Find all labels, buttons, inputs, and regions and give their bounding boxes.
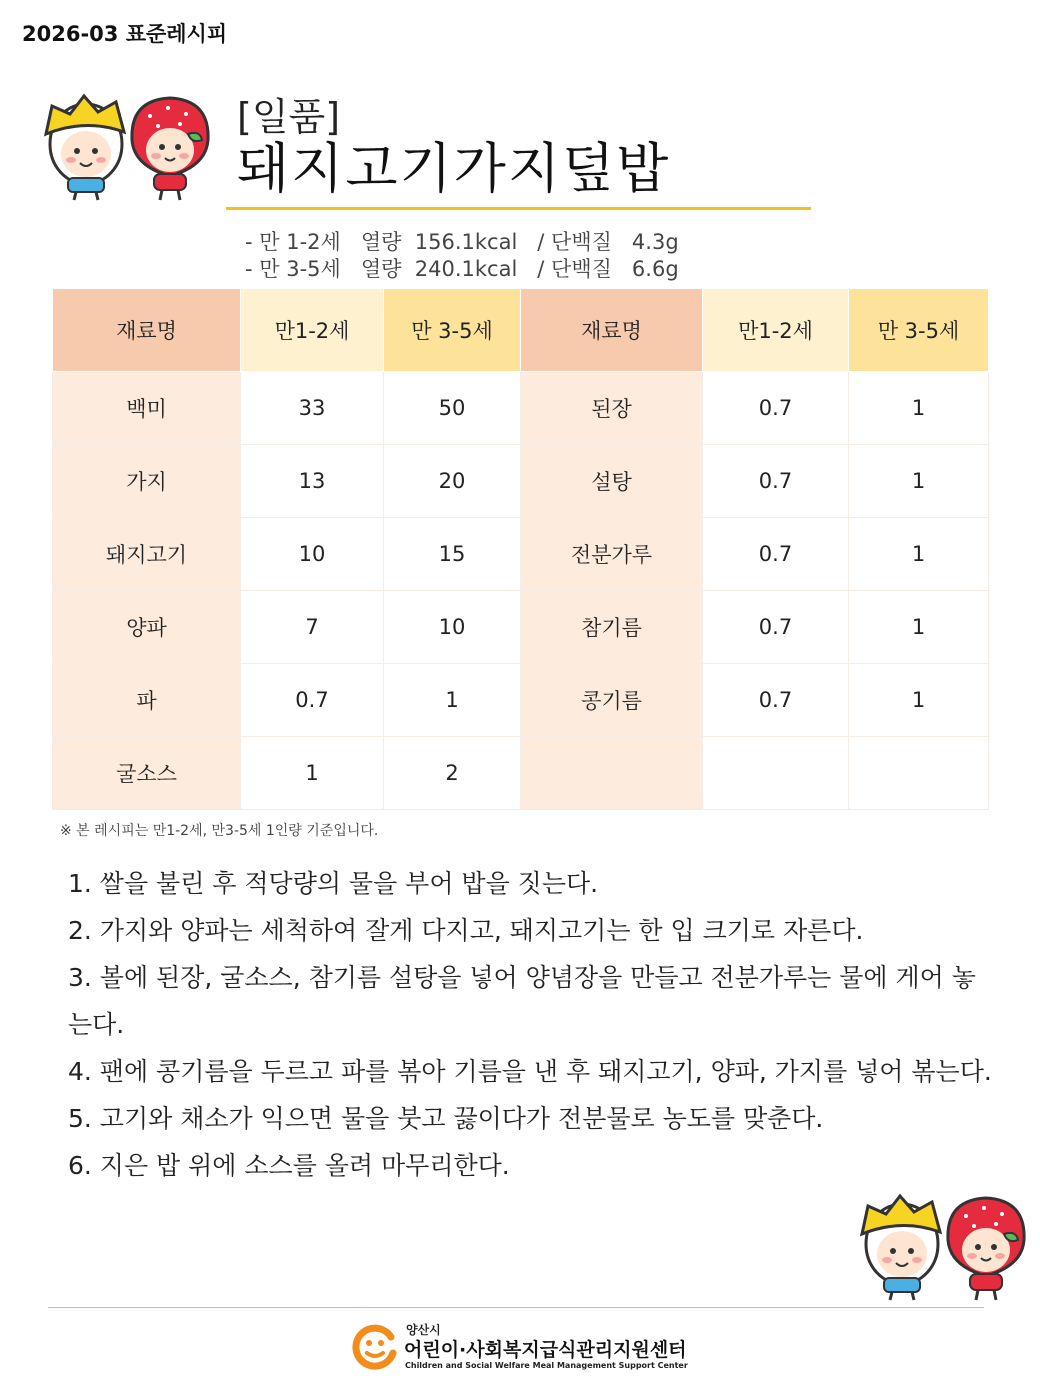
amount-age-3-5: 15 xyxy=(384,518,521,591)
amount-age-1-2: 10 xyxy=(241,518,384,591)
egg-mascot-icon xyxy=(40,92,132,204)
center-logo-icon xyxy=(351,1323,399,1371)
amount-age-1-2: 33 xyxy=(241,372,384,445)
header-ingredient: 재료명 xyxy=(521,289,703,372)
footer-divider xyxy=(48,1307,984,1308)
amount-age-1-2: 0.7 xyxy=(703,664,849,737)
ingredient-name: 가지 xyxy=(53,445,241,518)
step-2: 2. 가지와 양파는 세척하여 잘게 다지고, 돼지고기는 한 입 크기로 자른다. xyxy=(68,916,864,945)
header-age-1-2: 만1-2세 xyxy=(703,289,849,372)
ingredient-name: 된장 xyxy=(521,372,703,445)
egg-mascot-icon xyxy=(856,1192,948,1304)
table-header-row xyxy=(53,289,989,372)
table-row xyxy=(53,518,989,591)
amount-age-3-5 xyxy=(849,737,989,810)
amount-age-3-5: 20 xyxy=(384,445,521,518)
step-5: 5. 고기와 채소가 익으면 물을 붓고 끓이다가 전분물로 농도를 맞춘다. xyxy=(68,1104,824,1133)
step-6: 6. 지은 밥 위에 소스를 올려 마무리한다. xyxy=(68,1151,510,1180)
ingredient-table xyxy=(52,288,989,810)
amount-age-1-2: 1 xyxy=(241,737,384,810)
strawberry-mascot-icon xyxy=(944,1194,1028,1304)
amount-age-3-5: 1 xyxy=(849,372,989,445)
ingredient-name: 굴소스 xyxy=(53,737,241,810)
table-row xyxy=(53,372,989,445)
table-row xyxy=(53,445,989,518)
header-age-1-2: 만1-2세 xyxy=(241,289,384,372)
ingredient-name: 참기름 xyxy=(521,591,703,664)
nutrition-age-1-2: - 만 1-2세 열량 156.1kcal / 단백질 4.3g xyxy=(245,230,679,254)
header-ingredient: 재료명 xyxy=(53,289,241,372)
table-row xyxy=(53,591,989,664)
amount-age-3-5: 10 xyxy=(384,591,521,664)
amount-age-3-5: 1 xyxy=(849,591,989,664)
ingredient-name: 전분가루 xyxy=(521,518,703,591)
ingredient-name: 콩기름 xyxy=(521,664,703,737)
table-row xyxy=(53,664,989,737)
document-label: 2026-03 표준레시피 xyxy=(22,22,228,46)
amount-age-1-2: 0.7 xyxy=(703,518,849,591)
step-3: 3. 볼에 된장, 굴소스, 참기름 설탕을 넣어 양념장을 만들고 전분가루는 물에 게어 놓는다. xyxy=(68,963,976,1039)
org-name: 어린이·사회복지급식관리지원센터 xyxy=(404,1339,687,1361)
amount-age-1-2 xyxy=(703,737,849,810)
ingredient-name: 설탕 xyxy=(521,445,703,518)
strawberry-mascot-icon xyxy=(128,94,212,204)
amount-age-1-2: 7 xyxy=(241,591,384,664)
ingredient-name: 돼지고기 xyxy=(53,518,241,591)
step-4: 4. 팬에 콩기름을 두르고 파를 볶아 기름을 낸 후 돼지고기, 양파, 가지를 넣어 볶는다. xyxy=(68,1057,992,1086)
org-name-english: Children and Social Welfare Meal Management Support Center xyxy=(405,1361,688,1370)
step-1: 1. 쌀을 불린 후 적당량의 물을 부어 밥을 짓는다. xyxy=(68,869,599,898)
amount-age-1-2: 0.7 xyxy=(703,445,849,518)
amount-age-3-5: 1 xyxy=(384,664,521,737)
amount-age-3-5: 1 xyxy=(849,664,989,737)
recipe-steps xyxy=(68,860,998,1189)
recipe-title: 돼지고기가지덮밥 xyxy=(237,137,671,200)
amount-age-3-5: 1 xyxy=(849,445,989,518)
amount-age-1-2: 0.7 xyxy=(703,591,849,664)
header-age-3-5: 만 3-5세 xyxy=(384,289,521,372)
amount-age-3-5: 50 xyxy=(384,372,521,445)
amount-age-3-5: 1 xyxy=(849,518,989,591)
ingredient-name: 파 xyxy=(53,664,241,737)
amount-age-1-2: 0.7 xyxy=(703,372,849,445)
ingredient-name xyxy=(521,737,703,810)
title-underline xyxy=(226,207,811,210)
org-city: 양산시 xyxy=(406,1323,441,1337)
amount-age-1-2: 13 xyxy=(241,445,384,518)
ingredient-name: 양파 xyxy=(53,591,241,664)
ingredient-name: 백미 xyxy=(53,372,241,445)
nutrition-age-3-5: - 만 3-5세 열량 240.1kcal / 단백질 6.6g xyxy=(245,257,679,281)
table-row xyxy=(53,737,989,810)
category-label: [일품] xyxy=(237,95,341,139)
header-age-3-5: 만 3-5세 xyxy=(849,289,989,372)
amount-age-1-2: 0.7 xyxy=(241,664,384,737)
serving-note: ※ 본 레시피는 만1-2세, 만3-5세 1인량 기준입니다. xyxy=(60,823,379,839)
amount-age-3-5: 2 xyxy=(384,737,521,810)
